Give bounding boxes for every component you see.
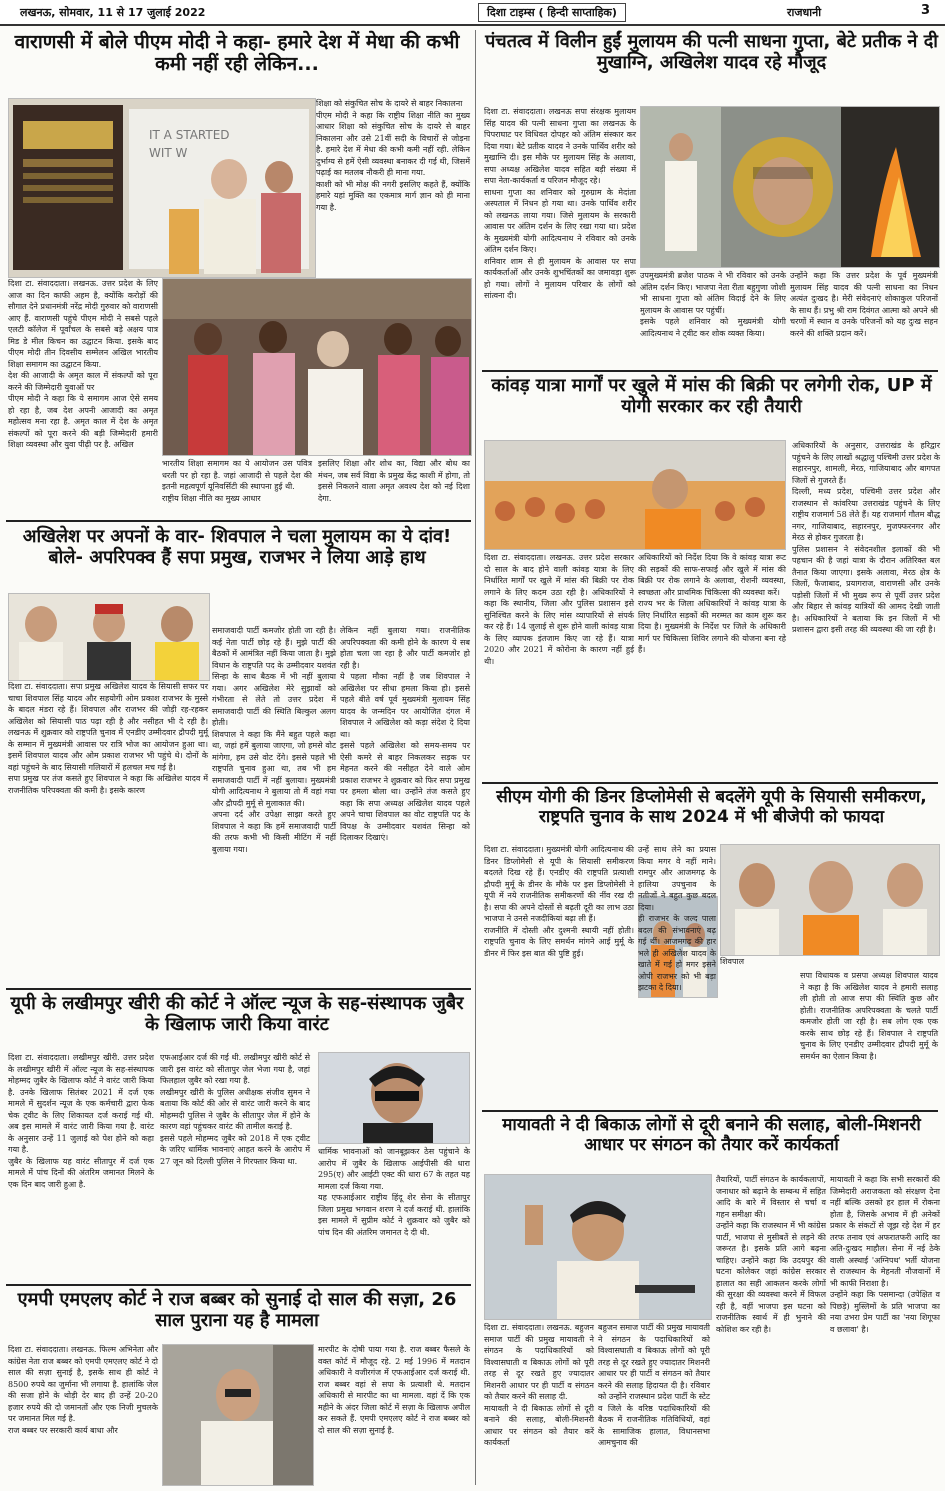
headline: अखिलेश पर अपनों के वार- शिवपाल ने चला मुलायम का ये दांव! बोले- अपरिपक्व हैं सपा प्रमुख, राजभर ने लिया आड़े हाथ: [22, 526, 452, 568]
photo-yogi-crowd: [484, 440, 786, 550]
article-text-1: दिशा टा. संवाददाता। लखनऊ सपा संरक्षक मुलायम सिंह यादव की पत्नी साधना गुप्ता का लखनऊ के पिपराघाट पर विधिवत दोपहर को अंतिम संस्कार कर दिया गया। बेटे प्रतीक यादव ने उनके पार्थिव शरीर को मुखाग्नि दी। इस मौके पर मुलायम सिंह के अलावा, सपा अध्यक्ष अखिलेश यादव सहित बड़ी संख्या में सपा नेता-कार्यकर्ता व परिजन मौजूद रहे। साधना गुप्ता का शनिवार को गुरुग्राम के मेदांता अस्पताल में निधन हो गया था। उनके पार्थिव शरीर को लखनऊ लाया गया। जिसे मुलायम के सरकारी आवास पर अंतिम दर्शन के लिए रखा गया था। प्रदेश के मुख्यमंत्री योगी आदित्यनाथ ने रविवार को उनके अंतिम दर्शन किए। शनिवार शाम से ही मुलायम के आवास पर सपा कार्यकर्ताओं और उनके शुभचिंतकों का जमावड़ा शुरू हो गया। लोगों ने मुलायम परिवार के लोगों को सांत्वना दी।: [484, 107, 636, 300]
article-text-2: मारपीट के दोषी पाया गया है. राज बब्बर फैसले के वक्त कोर्ट में मौजूद रहे. 2 मई 1996 में मतदान अधिकारी ने वजीरगंज में एफआईआर दर्ज कराई थी. राज बब्बर वहां से सपा के प्रत्याशी थे. मतदान अधिकारी से मारपीट का था मामला. वहां दें कि एक महीने के अंदर जिला कोर्ट में सज़ा के खिलाफ अपील कर सकते हैं. एमपी एमएलए कोर्ट ने राज बब्बर को दो साल की सज़ा सुनाई है.: [318, 1345, 470, 1435]
article-zubair: [0, 992, 474, 1282]
article-text-2: समाजवादी पार्टी कमजोर होती जा रही है। कई नेता पार्टी छोड़ रहे हैं। मुझे पार्टी की बैठकों में आमंत्रित नहीं किया जाता है। मुझे विधान के राष्ट्रपति पद के उम्मीदवार यशवंत सिन्हा के साथ बैठक में भी नहीं बुलाया गया। अगर अखिलेश मेरे सुझावों को गंभीरता से लेते तो उत्तर प्रदेश में समाजवादी पार्टी की स्थिति बिल्कुल अलग होती। शिवपाल ने कहा कि मैंने बहुत पहले कहा था, जहां हमें बुलाया जाएगा, जो हमसे वोट मांगेगा, हम उसे वोट देंगे। इससे पहले भी राष्ट्रपति चुनाव हुआ था, तब भी हम समाजवादी पार्टी में नहीं बुलाया। मुख्यमंत्री योगी आदित्यनाथ ने बुलाया तो मैं वहां गया और द्रौपदी मुर्मू से मुलाकात की। अपना दर्द और उपेक्षा साझा करते हुए शिवपाल ने कहा कि हमें समाजवादी पार्टी की तरफ कभी भी किसी मीटिंग में नहीं बुलाया गया।: [212, 626, 336, 854]
article-text-2: अधिकारियों को निर्देश दिया कि वे कांवड़ यात्रा रूट की सड़कों की साफ-सफाई और खुले में मांस की बिक्री पर रोक लगाने के अलावा, रोशनी व्यवस्था, स्वच्छता और प्राथमिक चिकित्सा की व्यवस्था करें। राज्य भर के जिला अधिकारियों ने कांवड़ यात्रा के लिए निर्धारित सड़कों की मरम्मत का काम शुरू कर दिया है। मुख्यमंत्री के निर्देश पर जिले के अधिकारी मार्ग पर चिकित्सा शिविर लगाने की योजना बना रहे हैं।: [638, 553, 786, 654]
article-text-3: लेकिन नहीं बुलाया गया। राजनीतिक अपरिपक्वता की कमी होने के कारण ये सब होता चला जा रहा है और पार्टी कमजोर हो रही है। ये पहला मौका नहीं है जब शिवपाल ने अखिलेश पर सीधा हमला किया हो। इससे पहले बीते वर्ष पूर्व मुख्यमंत्री मुलायम सिंह यादव के जन्मदिन पर आयोजित दंगल में शिवपाल ने अखिलेश को कड़ा संदेश दे दिया था। इससे पहले अखिलेश को समय-समय पर ऐसी कमरे से बाहर निकलकर सड़क पर मेहनत करने की नसीहत देने वाले ओम प्रकाश राजभर ने शुक्रवार को फिर सपा प्रमुख पर हमला बोला था। उन्होंने तंज कसते हुए कहा कि सपा अध्यक्ष अखिलेश यादव पहले अपने चाचा शिवपाल का वोट राष्ट्रपति पद के विपक्ष के उम्मीदवार यशवंत सिन्हा को दिलाकर दिखाएं।: [340, 626, 470, 842]
article-text-3: उन्होंने कहा कि उत्तर प्रदेश के पूर्व मुख्यमंत्री मुलायम सिंह यादव की पत्नी साधना का निधन अत्यंत दुःखद है। मेरी संवेदनाएं शोकाकुल परिजनों के साथ हैं। प्रभु श्री राम दिवंगत आत्मा को अपने श्री चरणों में स्थान व उनके परिजनों को यह दुःख सहन करने की शक्ति प्रदान करें।: [790, 271, 938, 338]
masthead: [0, 0, 945, 26]
photo-three-leaders: [720, 844, 940, 956]
photo-raj-babbar: [162, 1344, 314, 1486]
article-cm-dinner: [478, 786, 945, 1108]
headline: पंचतत्व में विलीन हुईं मुलायम की पत्नी साधना गुप्ता, बेटे प्रतीक ने दी मुखाग्नि, अखिलेश यादव रहे मौजूद: [485, 31, 938, 73]
headline: वाराणसी में बोले पीएम मोदी ने कहा- हमारे देश में मेधा की कभी कमी नहीं रही लेकिन...: [14, 31, 460, 75]
article-text-1: दिशा टा. संवाददाता। लखनऊ. बहुजन समाज पार्टी की प्रमुख मायावती ने संगठन के पदाधिकारियों को विश्वासघाती व बिकाऊ लोगों को पूरी तरह से दूर रखते हुए ज्यादातर मिशनरी आधार पर ही पार्टी व संगठन को तैयार करने की सलाह दी. मायावती ने दी बिकाऊ लोगों से दूरी बनाने की सलाह, बोली-मिशनरी आधार पर संगठन को तैयार करें कार्यकर्ता: [484, 1323, 594, 1447]
article-text-3: अधिकारियों के अनुसार, उत्तराखंड के हरिद्वार पहुंचने के लिए लाखों श्रद्धालु पश्चिमी उत्तर प्रदेश के सहारनपुर, शामली, मेरठ, गाजियाबाद और बागपत जिलों से गुजरते हैं। दिल्ली, मध्य प्रदेश, पश्चिमी उत्तर प्रदेश और राजस्थान से कांवरिया उत्तराखंड पहुंचने के लिए राष्ट्रीय राजमार्ग 58 लेते हैं। यह राजमार्ग गौतम बौद्ध नगर, गाजियाबाद, सहारनपुर, मुजफ्फरनगर और मेरठ से होकर गुजरता है। पुलिस प्रशासन ने संवेदनशील इलाकों की भी पहचान की है जहां यात्रा के दौरान अतिरिक्त बल तैनात किया जाएगा। इसके अलावा, मेरठ क्षेत्र के जिलों, फैजाबाद, प्रयागराज, वाराणसी और उनके पड़ोसी जिलों में भी मुख्य रूप से पूर्वी उत्तर प्रदेश और बिहार से कांवड़ यात्रियों की आमद देखी जाती है। अधिकारियों ने बताया कि इन जिलों में भी प्रशासन द्वारा इसी तरह की व्यवस्था की जा रही है।: [792, 441, 940, 634]
article-varanasi: [0, 28, 474, 518]
section-rule: [482, 782, 938, 784]
headline: सीएम योगी की डिनर डिप्लोमेसी से बदलेंगे यूपी के सियासी समीकरण, राष्ट्रपति चुनाव के साथ 2024 में भी बीजेपी को फायदा: [496, 787, 927, 827]
article-text-3: धार्मिक भावनाओं को जानबूझकर ठेस पहुंचाने के आरोप में जुबैर के खिलाफ आईपीसी की धारा 295(ए) और आईटी एक्ट की धारा 67 के तहत यह मामला दर्ज किया गया. यह एफआईआर राष्ट्रीय हिंदू शेर सेना के सीतापुर जिला प्रमुख भगवान शरण ने दर्ज कराई थी. हालांकि इस मामले में सुप्रीम कोर्ट ने शुक्रवार को जुबैर को पांच दिन की अंतरिम जमानत दे दी थी.: [318, 1147, 470, 1237]
article-text-1: दिशा टा. संवाददाता। लखनऊ. फिल्म अभिनेता और कांग्रेस नेता राज बब्बर को एमपी एमएलए कोर्ट ने दो साल की सज़ा सुनाई है, इसके साथ ही कोर्ट ने 8500 रुपये का जुर्माना भी लगाया है. हालांकि जेल की सजा होने के थोड़ी देर बाद ही उन्हें 20-20 हजार रुपये की दो जमानतों और एक निजी मुचलके पर जमानत मिल गई है. राज बब्बर पर सरकारी कार्य बाधा और: [8, 1345, 158, 1435]
article-raj-babbar: [0, 1288, 474, 1488]
article-text-4: इसलिए शिक्षा और शोध का, विद्या और बोध का मंथन, जब सर्व विद्या के प्रमुख केंद्र काशी में होगा, तो इससे निकलने वाला अमृत अवश्य देश को नई दिशा देगा.: [318, 459, 470, 503]
article-text-2: बहुजन समाज पार्टी की प्रमुख मायावती ने संगठन के पदाधिकारियों को विश्वासघाती व बिकाऊ लोगों को पूरी तरह से दूर रखते हुए ज्यादातर मिशनरी आधार पर ही पार्टी व संगठन को तैयार करने की सलाह हिदायत दी है। रविवार को उन्होंने राजस्थान प्रदेश पार्टी के स्टेट व जिले के वरिष्ठ पदाधिकारियों की बैठक में राजनीतिक गतिविधियों, वहां के सामाजिक हालात, विधानसभा आमचुनाव की: [598, 1323, 710, 1447]
photo-zubair: [318, 1052, 470, 1144]
photo-modi-students: [162, 278, 472, 456]
article-text-3: भारतीय शिक्षा समागम का ये आयोजन उस पवित्र धरती पर हो रहा है. जहां आजादी से पहले देश की इतनी महत्वपूर्ण यूनिवर्सिटी की स्थापना हुई थी. राष्ट्रीय शिक्षा नीति का मुख्य आधार: [162, 459, 312, 503]
article-text-2: एफआईआर दर्ज की गई थी. लखीमपुर खीरी कोर्ट से जारी इस वारंट को सीतापुर जेल भेजा गया है, जहां फिलहाल जुबैर को रखा गया है. लखीमपुर खीरी के पुलिस अधीक्षक संजीव सुमन ने बताया कि कोर्ट की ओर से वारंट जारी करने के बाद मोहम्मदी पुलिस ने जुबैर के सीतापुर जेल में होने के कारण वहां पहुंचकर वारंट की तामील कराई है. इससे पहले मोहम्मद जुबैर को 2018 में एक ट्वीट के जरिए धार्मिक भावनाएं आहत करने के आरोप में 27 जून को दिल्ली पुलिस ने गिरफ्तार किया था.: [160, 1053, 310, 1166]
article-text-3: तैयारियों, पार्टी संगठन के कार्यकलापों, जनाधार को बढ़ाने के सम्बन्ध में सहित आदि के बारे में विस्तार से चर्चा व गहन समीक्षा की। उन्होंने कहा कि राजस्थान में भी कांग्रेस पार्टी, भाजपा से मुसीबतें से लड़ने की जरूरत है। इसके प्रति आगे बढ़ना चाहिए। उन्होंने कहा कि उदयपुर की घटना कोलेकर जहां कांग्रेस सरकार हालात का सही आकलन करके लोगों की सुरक्षा की व्यवस्था करने में विफल रही है, वहीं भाजपा इस घटना को राजनीतिक स्वार्थ में ही भुनाने की कोशिश कर रही है।: [716, 1175, 826, 1334]
article-text-3: सपा विधायक व प्रसपा अध्यक्ष शिवपाल यादव ने कहा है कि अखिलेश यादव ने हमारी सलाह ली होती तो आज सपा की स्थिति कुछ और होती। राजनीतिक अपरिपक्वता के चलते पार्टी कमजोर होती जा रही है। सब लोग एक एक करके साथ छोड़ रहे हैं। शिवपाल ने राष्ट्रपति चुनाव के लिए एनडीए उम्मीदवार द्रौपदी मुर्मू के समर्थन का ऐलान किया है।: [800, 971, 938, 1061]
date-line: लखनऊ, सोमवार, 11 से 17 जुलाई 2022: [20, 6, 206, 19]
page-number: 3: [921, 3, 931, 18]
photo-modi-plaque: [8, 98, 316, 278]
article-text-2: उन्हें साथ लेने का प्रयास किया मगर वे नहीं माने। रामपुर और आजमगढ़ के हालिया उपचुनाव के नतीजों ने बहुत कुछ बदल दिया। ही राजभर के जल्द पाला बदल की संभावनाएं बढ़ गई थीं। आजमगढ़ की हार भले ही अखिलेश यादव के खाते में गई हो मगर इसने ओपी राजभर को भी बड़ा झटका दे दिया।: [638, 845, 716, 992]
article-text-2: शिक्षा को संकुचित सोच के दायरे से बाहर निकालना पीएम मोदी ने कहा कि राष्ट्रीय शिक्षा नीति का मुख्य आधार शिक्षा को संकुचित सोच के दायरे से बाहर निकालना और उसे 21वीं सदी के विचारों से जोड़ना है. हमारे देश में मेधा की कभी कमी नहीं रही. लेकिन दुर्भाग्य से हमें ऐसी व्यवस्था बनाकर दी गई थी, जिसमें पढ़ाई का मतलब नौकरी ही माना गया. काशी को भी मोक्ष की नगरी इसलिए कहते हैं, क्योंकि हमारे यहां मुक्ति का एकमात्र मार्ग ज्ञान को ही माना गया है.: [316, 99, 470, 212]
photo-leaders: [8, 593, 210, 681]
section-rule: [482, 370, 938, 372]
article-text-2: उपमुख्यमंत्री ब्रजेश पाठक ने भी रविवार को उनके अंतिम दर्शन किए। भाजपा नेता रीता बहुगुणा जोशी भी साधना गुप्ता को अंतिम विदाई देने के लिए मुलायम के आवास पर पहुंचीं। इसके पहले शनिवार को मुख्यमंत्री योगी आदित्यनाथ ने ट्वीट कर शोक व्यक्त किया।: [640, 271, 786, 338]
article-sadhana-gupta: [478, 28, 945, 368]
article-text-1: दिशा टा. संवाददाता। लखीमपुर खीरी. उत्तर प्रदेश के लखीमपुर खीरी में ऑल्ट न्यूज के सह-संस्थापक मोहम्मद जुबैर के खिलाफ कोर्ट ने वारंट जारी किया है. उनके खिलाफ सितंबर 2021 में दर्ज एक मामले में सुदर्शन न्यूज के एक कर्मचारी द्वारा फेक चेक ट्वीट के लिए शिकायत दर्ज कराई गई थी. अब इस मामले में वारंट जारी किया गया है. वारंट के अनुसार उन्हें 11 जुलाई को पेश होने को कहा गया है. जुबैर के खिलाफ यह वारंट सीतापुर में दर्ज एक मामले में पांच दिनों की अंतरिम जमानत मिलने के एक दिन बाद जारी हुआ है.: [8, 1053, 154, 1189]
headline: कांवड़ यात्रा मार्गों पर खुले में मांस की बिक्री पर लगेगी रोक, UP में योगी सरकार कर रही तैयारी: [491, 375, 932, 417]
article-mayawati: [478, 1114, 945, 1488]
headline: मायावती ने दी बिकाऊ लोगों से दूरी बनाने की सलाह, बोली-मिशनरी आधार पर संगठन को तैयार करें कार्यकर्ता: [502, 1115, 921, 1155]
svg-text:WIT W: WIT W: [149, 146, 188, 160]
paper-name: दिशा टाइम्स ( हिन्दी साप्ताहिक): [478, 3, 626, 22]
headline: यूपी के लखीमपुर खीरी की कोर्ट ने ऑल्ट न्यूज के सह-संस्थापक जुबैर के खिलाफ जारी किया वारंट: [10, 993, 464, 1035]
section-rule: [6, 1284, 471, 1286]
photo-cremation: [640, 106, 940, 268]
section-rule: [6, 520, 471, 522]
section-rule: [482, 1110, 938, 1112]
section-name: राजधानी: [787, 6, 822, 19]
article-text-2b: [638, 1000, 716, 1104]
photo-mayawati: [484, 1174, 712, 1320]
article-text-1: दिशा टा. संवाददाता। लखनऊ. उत्तर प्रदेश के लिए आज का दिन काफी अहम है, क्योंकि करोड़ों की सौगात देने प्रधानमंत्री नरेंद्र मोदी गुरुवार को वाराणसी आए हैं. वाराणसी पहुंचे पीएम मोदी ने सबसे पहले एलटी कॉलेज में पूर्वांचल के सबसे बड़े अक्षय पात्र मिड डे मील किचन का उद्घाटन किया. इसके बाद पीएम मोदी तीन दिवसीय सम्मेलन अखिल भारतीय शिक्षा समागम का उद्घाटन किया. देश की आजादी के अमृत काल में संकल्पों को पूरा करने की जिम्मेदारी युवाओं पर पीएम मोदी ने कहा कि ये समागम आज ऐसे समय हो रहा है, जब देश अपनी आजादी का अमृत महोत्सव मना रहा है. अमृत काल में देश के अमृत संकल्पों को पूरा करने की बड़ी जिम्मेदारी हमारी शिक्षा व्यवस्था और युवा पीढ़ी पर है. अखिल: [8, 279, 158, 449]
section-rule: [6, 988, 471, 990]
headline: एमपी एमएलए कोर्ट ने राज बब्बर को सुनाई दो साल की सज़ा, 26 साल पुराना यह है मामला: [17, 1289, 457, 1331]
article-text-1: दिशा टा. संवाददाता। सपा प्रमुख अखिलेश यादव के सियासी सफर पर चाचा शिवपाल सिंह यादव और सहयोगी ओम प्रकाश राजभर के मुस्से के बादल मंडरा रहे हैं। शिवपाल और राजभर की जोड़ी रह-रहकर अखिलेश को सियासी पाठ पढ़ा रही है और नसीहत भी दे रही है। लखनऊ में शुक्रवार को राष्ट्रपति चुनाव में एनडीए उम्मीदवार द्रौपदी मुर्मू के सम्मान में मुख्यमंत्री आवास पर रात्रि भोज का आयोजन हुआ था। इसमें शिवपाल यादव और ओम प्रकाश राजभर भी पहुंचे थे। दोनों के वहां पहुंचने के बाद सियासी गलियारों में हलचल मच गई है। सपा प्रमुख पर तंज कसते हुए शिवपाल ने कहा कि अखिलेश यादव में राजनीतिक परिपक्वता की कमी है। इसके कारण: [8, 682, 208, 795]
column-divider: [475, 30, 476, 1485]
article-text-1: दिशा टा. संवाददाता। लखनऊ. उत्तर प्रदेश सरकार दो साल के बाद होने वाली कांवड़ यात्रा के लिए निर्धारित मार्गों पर खुले में मांस की बिक्री पर रोक लगाने के लिए कदम उठा रही है। अधिकारियों ने कहा कि स्थानीय, जिला और पुलिस प्रशासन इसे सुनिश्चित करने के लिए मांस व्यापारियों से संपर्क कर रहे हैं। 14 जुलाई से शुरू होने वाली कांवड़ यात्रा के लिए व्यापक इंतजाम किए जा रहे हैं। यात्रा 2020 और 2021 में कोरोना के कारण नहीं हुई थी।: [484, 553, 634, 666]
photo-caption-shivpal: शिवपाल: [720, 957, 744, 966]
svg-text:IT A STARTED: IT A STARTED: [149, 128, 230, 142]
article-text-1: दिशा टा. संवाददाता। मुख्यमंत्री योगी आदित्यनाथ की डिनर डिप्लोमेसी से यूपी के सियासी समीकरण बदलते दिख रहे हैं। एनडीए की राष्ट्रपति प्रत्याशी द्रौपदी मुर्मू के डीनर के मौके पर इस डिप्लोमेसी ने यूपी में नये राजनीतिक समीकरणों की नींव रख दी है। सपा की अपने दोस्तों से बढ़ती दूरी का लाभ उठा भाजपा ने उनसे नजदीकियां बढ़ा ली हैं। राजनीति में दोस्ती और दुश्मनी स्थायी नहीं होती। राष्ट्रपति चुनाव के लिए समर्थन मांगने आई मुर्मू के डीनर में फिर इस बात की पुष्टि हुई।: [484, 845, 634, 958]
article-akhilesh: [0, 525, 474, 985]
article-kanwar-yatra: [478, 374, 945, 780]
article-text-4: मायावती ने कहा कि सभी सरकारों की जिम्मेदारी अराजकता को संरक्षण देना नहीं बल्कि उसको हर हाल में रोकना होता है, जिसके अभाव में ही अनेकों प्रकार के संकटों से जूझ रहे देश में हर तरफ तनाव एवं अफरातफरी आदि का अति-दुःखद माहौल। सेना में नई ठेके वाली अस्थाई 'अग्निपथ' भर्ती योजना से राजस्थान के मेहनती नौजवानों में भी काफी निराशा है। उन्होंने कहा कि पसमान्दा (उपेक्षित व पिछड़े) मुस्लिमों के प्रति भाजपा का नया उभरा प्रेम पार्टी का 'नया शिगूफा व छलावा' है।: [830, 1175, 940, 1334]
